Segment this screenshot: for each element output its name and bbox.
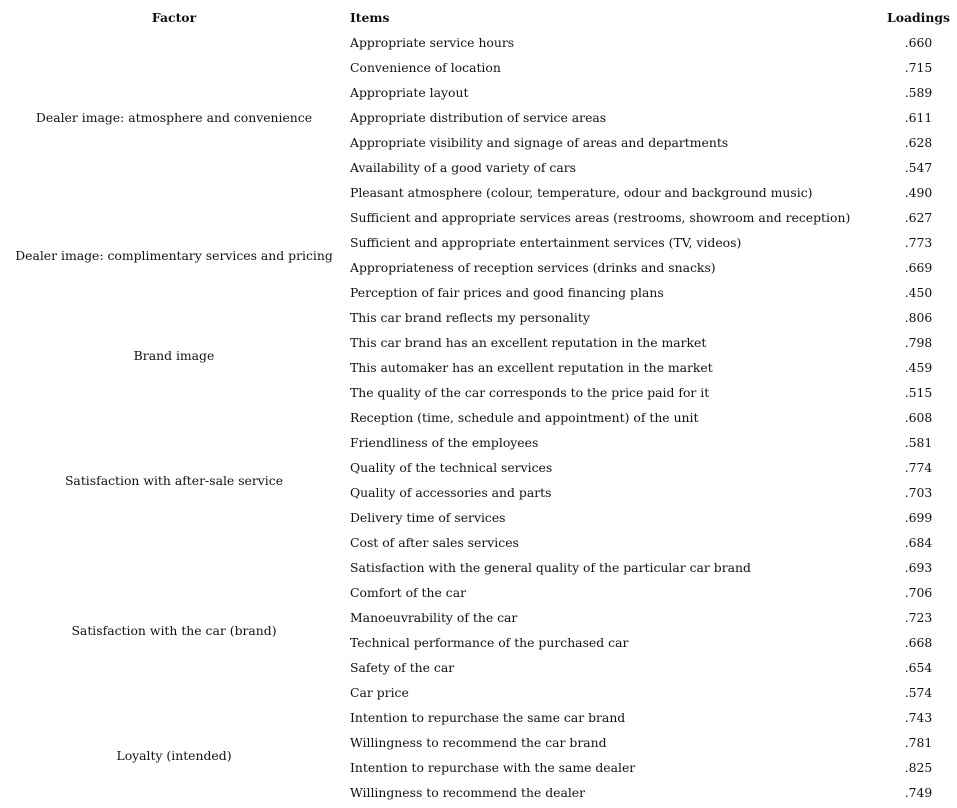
loading-cell: .749 (904, 785, 933, 800)
loading-cell: .706 (904, 585, 933, 600)
table-row (0, 305, 957, 330)
loading-cell: .798 (904, 335, 933, 350)
item-cell: Friendliness of the employees (350, 435, 539, 450)
loading-cell: .459 (904, 360, 933, 375)
item-cell: Satisfaction with the general quality of the particular car brand (350, 560, 751, 575)
item-cell: Willingness to recommend the dealer (350, 785, 586, 800)
item-cell: Car price (350, 685, 409, 700)
loading-cell: .684 (904, 535, 933, 550)
table-body (0, 30, 957, 805)
item-cell: Sufficient and appropriate services areas (restrooms, showroom and reception) (350, 210, 851, 225)
loading-cell: .668 (904, 635, 933, 650)
factor-cell: Dealer image: atmosphere and convenience (35, 110, 313, 125)
item-cell: This car brand reflects my personality (350, 310, 590, 325)
item-cell: Safety of the car (350, 660, 455, 675)
loading-cell: .723 (904, 610, 933, 625)
loading-cell: .743 (904, 710, 933, 725)
loading-cell: .660 (904, 35, 933, 50)
table-row (0, 205, 957, 230)
header-row (0, 5, 957, 30)
item-cell: Delivery time of services (350, 510, 506, 525)
loading-cell: .581 (904, 435, 933, 450)
item-cell: Appropriate distribution of service areas (350, 110, 607, 125)
item-cell: Manoeuvrability of the car (350, 610, 518, 625)
item-cell: Willingness to recommend the car brand (350, 735, 607, 750)
loading-cell: .773 (904, 235, 933, 250)
loading-cell: .781 (904, 735, 933, 750)
item-cell: This automaker has an excellent reputation in the market (350, 360, 713, 375)
loading-cell: .547 (904, 160, 933, 175)
loading-cell: .490 (904, 185, 933, 200)
table-row (0, 30, 957, 55)
item-cell: Appropriate service hours (350, 35, 515, 50)
factor-cell: Satisfaction with the car (brand) (71, 622, 277, 638)
loading-cell: .628 (904, 135, 933, 150)
loading-cell: .654 (904, 660, 933, 675)
item-cell: Quality of accessories and parts (350, 485, 552, 500)
item-cell: Appropriate visibility and signage of areas and departments (350, 135, 729, 150)
item-cell: Availability of a good variety of cars (350, 160, 577, 175)
loading-cell: .608 (904, 410, 933, 425)
item-cell: Appropriateness of reception services (drinks and snacks) (350, 260, 716, 275)
loading-cell: .515 (904, 385, 933, 400)
header-factor: Factor (151, 10, 197, 25)
loading-cell: .693 (904, 560, 933, 575)
loading-cell: .715 (904, 60, 933, 75)
item-cell: Quality of the technical services (350, 460, 553, 475)
item-cell: Perception of fair prices and good financing plans (350, 285, 664, 300)
factor-cell: Satisfaction with after-sale service (64, 472, 284, 488)
item-cell: The quality of the car corresponds to the price paid for it (350, 385, 710, 400)
item-cell: Pleasant atmosphere (colour, temperature, odour and background music) (350, 185, 813, 200)
item-cell: Reception (time, schedule and appointment) of the unit (350, 410, 699, 425)
loading-cell: .611 (904, 110, 933, 125)
loading-cell: .450 (904, 285, 933, 300)
loading-cell: .774 (904, 460, 933, 475)
loading-cell: .574 (904, 685, 933, 700)
header-items: Items (350, 10, 390, 25)
item-cell: Intention to repurchase with the same dealer (350, 760, 636, 775)
item-cell: Cost of after sales services (350, 535, 519, 550)
item-cell: Appropriate layout (350, 85, 469, 100)
table-row (0, 555, 957, 580)
item-cell: Comfort of the car (350, 585, 467, 600)
loading-cell: .589 (904, 85, 933, 100)
table-row (0, 405, 957, 430)
loading-cell: .825 (904, 760, 933, 775)
factor-cell: Loyalty (intended) (116, 747, 232, 763)
factor-cell: Dealer image: complimentary services and pricing (15, 247, 333, 263)
item-cell: Technical performance of the purchased car (350, 635, 629, 650)
header-loadings: Loadings (886, 10, 951, 25)
factor-cell: Brand image (133, 347, 215, 363)
table-row (0, 705, 957, 730)
item-cell: Intention to repurchase the same car brand (350, 710, 626, 725)
loading-cell: .703 (904, 485, 933, 500)
item-cell: This car brand has an excellent reputation in the market (350, 335, 707, 350)
item-cell: Convenience of location (350, 60, 501, 75)
item-cell: Sufficient and appropriate entertainment services (TV, videos) (350, 235, 742, 250)
loading-cell: .699 (904, 510, 933, 525)
loading-cell: .627 (904, 210, 933, 225)
loading-cell: .669 (904, 260, 933, 275)
loading-cell: .806 (904, 310, 933, 325)
factor-loadings-table (0, 5, 957, 805)
